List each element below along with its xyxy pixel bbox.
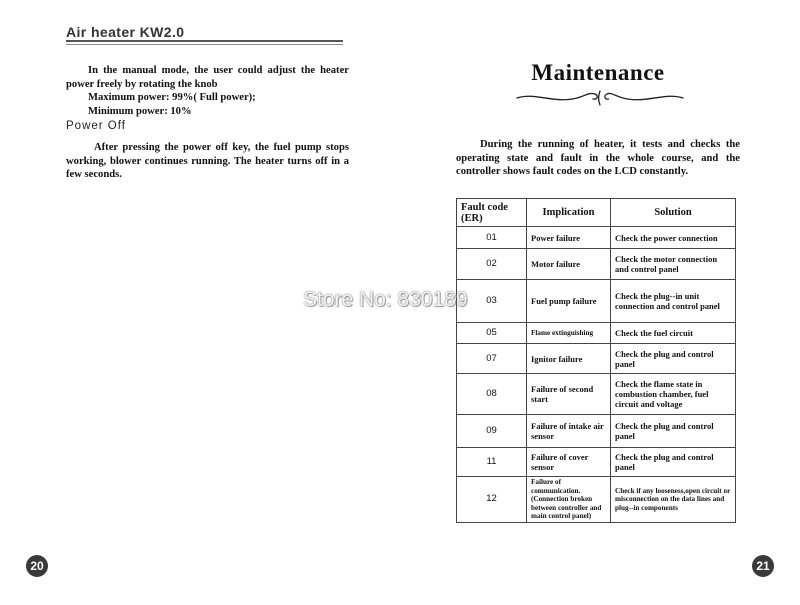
max-power-text: Maximum power: 99%( Full power); xyxy=(88,92,256,103)
solution-cell: Check the fuel circuit xyxy=(611,323,736,344)
table-header-row xyxy=(457,199,736,227)
implication-cell: Failure of intake air sensor xyxy=(527,415,611,448)
table-row xyxy=(457,415,736,448)
implication-cell: Fuel pump failure xyxy=(527,280,611,323)
solution-cell: Check the plug and control panel xyxy=(611,448,736,477)
fault-code-table xyxy=(456,198,736,523)
header-rule xyxy=(66,40,343,42)
table-row xyxy=(457,344,736,374)
solution-cell: Check if any looseness,open circuit or misconnection on the data lines and plug--in components xyxy=(611,477,736,523)
power-off-heading: Power Off xyxy=(66,120,126,132)
power-off-text: After pressing the power off key, the fuel pump stops working, blower continues running. The heater turns off in a few seconds. xyxy=(66,142,349,180)
fault-code-cell: 01 xyxy=(457,227,527,249)
header-implication: Implication xyxy=(527,199,611,227)
power-off-paragraph xyxy=(66,141,349,182)
maintenance-intro-text: During the running of heater, it tests and checks the operating state and fault in the whole course, and the controller shows fault codes on the LCD constantly. xyxy=(456,139,740,177)
table-row xyxy=(457,323,736,344)
fault-code-cell: 05 xyxy=(457,323,527,344)
fault-code-cell: 03 xyxy=(457,280,527,323)
solution-cell: Check the plug and control panel xyxy=(611,344,736,374)
implication-cell: Ignitor failure xyxy=(527,344,611,374)
ornament-flourish-icon xyxy=(515,88,685,108)
manual-mode-paragraph xyxy=(66,64,349,118)
fault-code-cell: 07 xyxy=(457,344,527,374)
solution-cell: Check the plug and control panel xyxy=(611,415,736,448)
solution-cell: Check the plug--in unit connection and control panel xyxy=(611,280,736,323)
solution-cell: Check the power connection xyxy=(611,227,736,249)
fault-code-cell: 02 xyxy=(457,249,527,280)
solution-cell: Check the motor connection and control panel xyxy=(611,249,736,280)
table-row xyxy=(457,448,736,477)
table-row xyxy=(457,374,736,415)
fault-code-cell: 09 xyxy=(457,415,527,448)
solution-cell: Check the flame state in combustion chamber, fuel circuit and voltage xyxy=(611,374,736,415)
page-number-right: 21 xyxy=(752,555,774,577)
min-power-text: Minimum power: 10% xyxy=(88,105,192,117)
implication-cell: Failure of cover sensor xyxy=(527,448,611,477)
store-watermark: Store No: 830189 xyxy=(303,288,468,311)
fault-code-cell: 08 xyxy=(457,374,527,415)
table-row xyxy=(457,227,736,249)
implication-cell: Power failure xyxy=(527,227,611,249)
table-row xyxy=(457,249,736,280)
fault-code-cell: 12 xyxy=(457,477,527,523)
manual-mode-text: In the manual mode, the user could adjust the heater power freely by rotating the knob xyxy=(66,65,349,90)
table-row xyxy=(457,280,736,323)
header-title: Air heater KW2.0 xyxy=(66,24,185,40)
implication-cell: Motor failure xyxy=(527,249,611,280)
implication-cell: Failure of second start xyxy=(527,374,611,415)
page-number-left: 20 xyxy=(26,555,48,577)
header-fault-code: Fault code (ER) xyxy=(457,199,527,227)
maintenance-intro xyxy=(456,138,740,179)
implication-cell: Flame extinguishing xyxy=(527,323,611,344)
implication-cell: Failure of communication. (Connection broken between controller and main control panel) xyxy=(527,477,611,523)
header-solution: Solution xyxy=(611,199,736,227)
header-rule-thin xyxy=(66,44,343,45)
fault-code-cell: 11 xyxy=(457,448,527,477)
maintenance-title: Maintenance xyxy=(531,60,665,85)
right-page xyxy=(400,0,800,605)
table-row xyxy=(457,477,736,523)
